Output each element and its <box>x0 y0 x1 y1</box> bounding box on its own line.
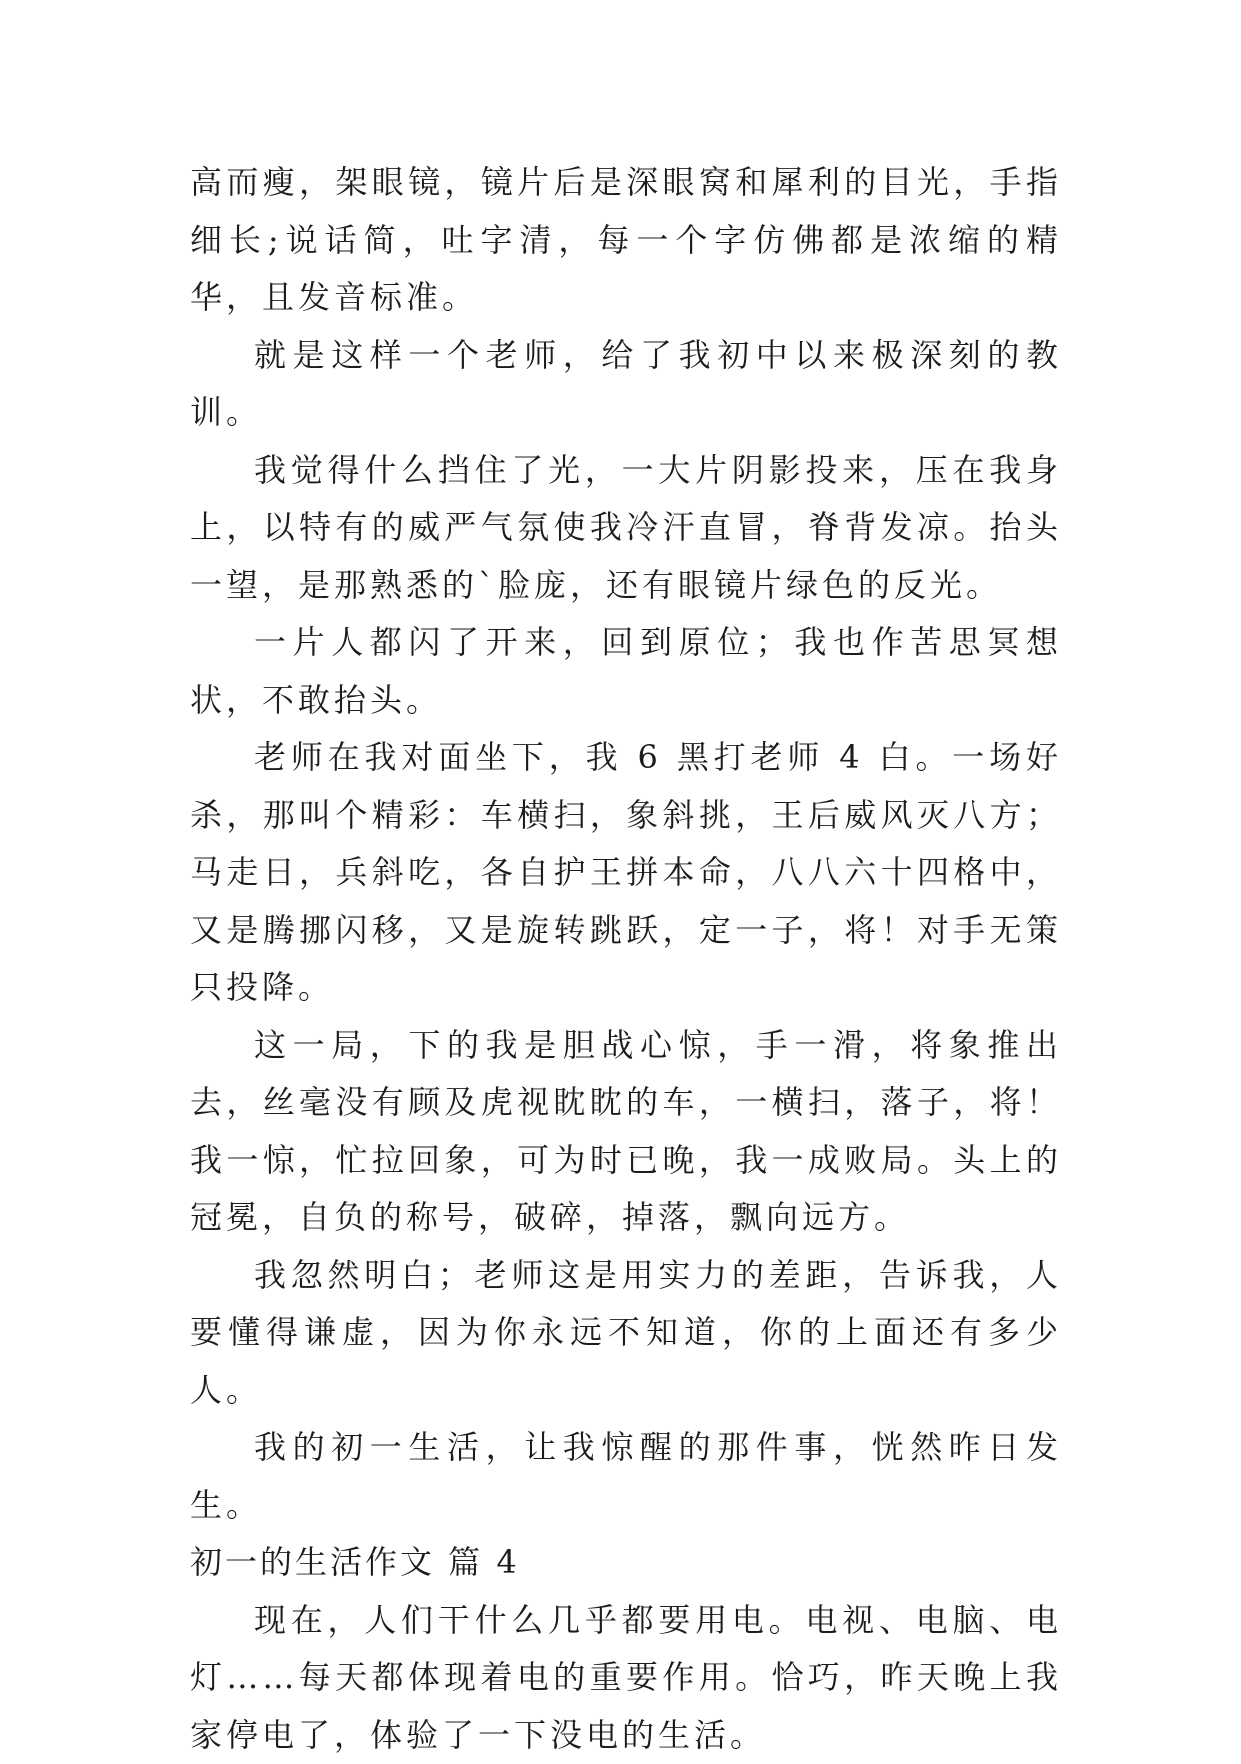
paragraph-chess-game: 老师在我对面坐下，我 6 黑打老师 4 白。一场好杀，那叫个精彩：车横扫，象斜挑，王后威风灭八方；马走日，兵斜吃，各自护王拼本命，八八六十四格中，又是腾挪闪移，又是旋转跳跃，定一子，将！对手无策只投降。 <box>190 729 1062 1017</box>
paragraph-crowd-disperse: 一片人都闪了开来，回到原位；我也作苦思冥想状，不敢抬头。 <box>190 614 1062 729</box>
document-body <box>190 154 1062 1764</box>
paragraph-realization: 我忽然明白；老师这是用实力的差距，告诉我，人要懂得谦虚，因为你永远不知道，你的上面还有多少人。 <box>190 1247 1062 1420</box>
paragraph-defeat: 这一局，下的我是胆战心惊，手一滑，将象推出去，丝毫没有顾及虎视眈眈的车，一横扫，落子，将！我一惊，忙拉回象，可为时已晚，我一成败局。头上的冠冕，自负的称号，破碎，掉落，飘向远方。 <box>190 1017 1062 1247</box>
section-heading: 初一的生活作文 篇 4 <box>190 1534 1062 1592</box>
paragraph-memory: 我的初一生活，让我惊醒的那件事，恍然昨日发生。 <box>190 1419 1062 1534</box>
paragraph-teacher-lesson: 就是这样一个老师，给了我初中以来极深刻的教训。 <box>190 327 1062 442</box>
paragraph-electricity: 现在，人们干什么几乎都要用电。电视、电脑、电灯……每天都体现着电的重要作用。恰巧，昨天晚上我家停电了，体验了一下没电的生活。 <box>190 1592 1062 1764</box>
paragraph-shadow: 我觉得什么挡住了光，一大片阴影投来，压在我身上，以特有的威严气氛使我冷汗直冒，脊背发凉。抬头一望，是那熟悉的`脸庞，还有眼镜片绿色的反光。 <box>190 442 1062 615</box>
paragraph-teacher-description: 高而瘦，架眼镜，镜片后是深眼窝和犀利的目光，手指细长;说话简，吐字清，每一个字仿佛都是浓缩的精华，且发音标准。 <box>190 154 1062 327</box>
